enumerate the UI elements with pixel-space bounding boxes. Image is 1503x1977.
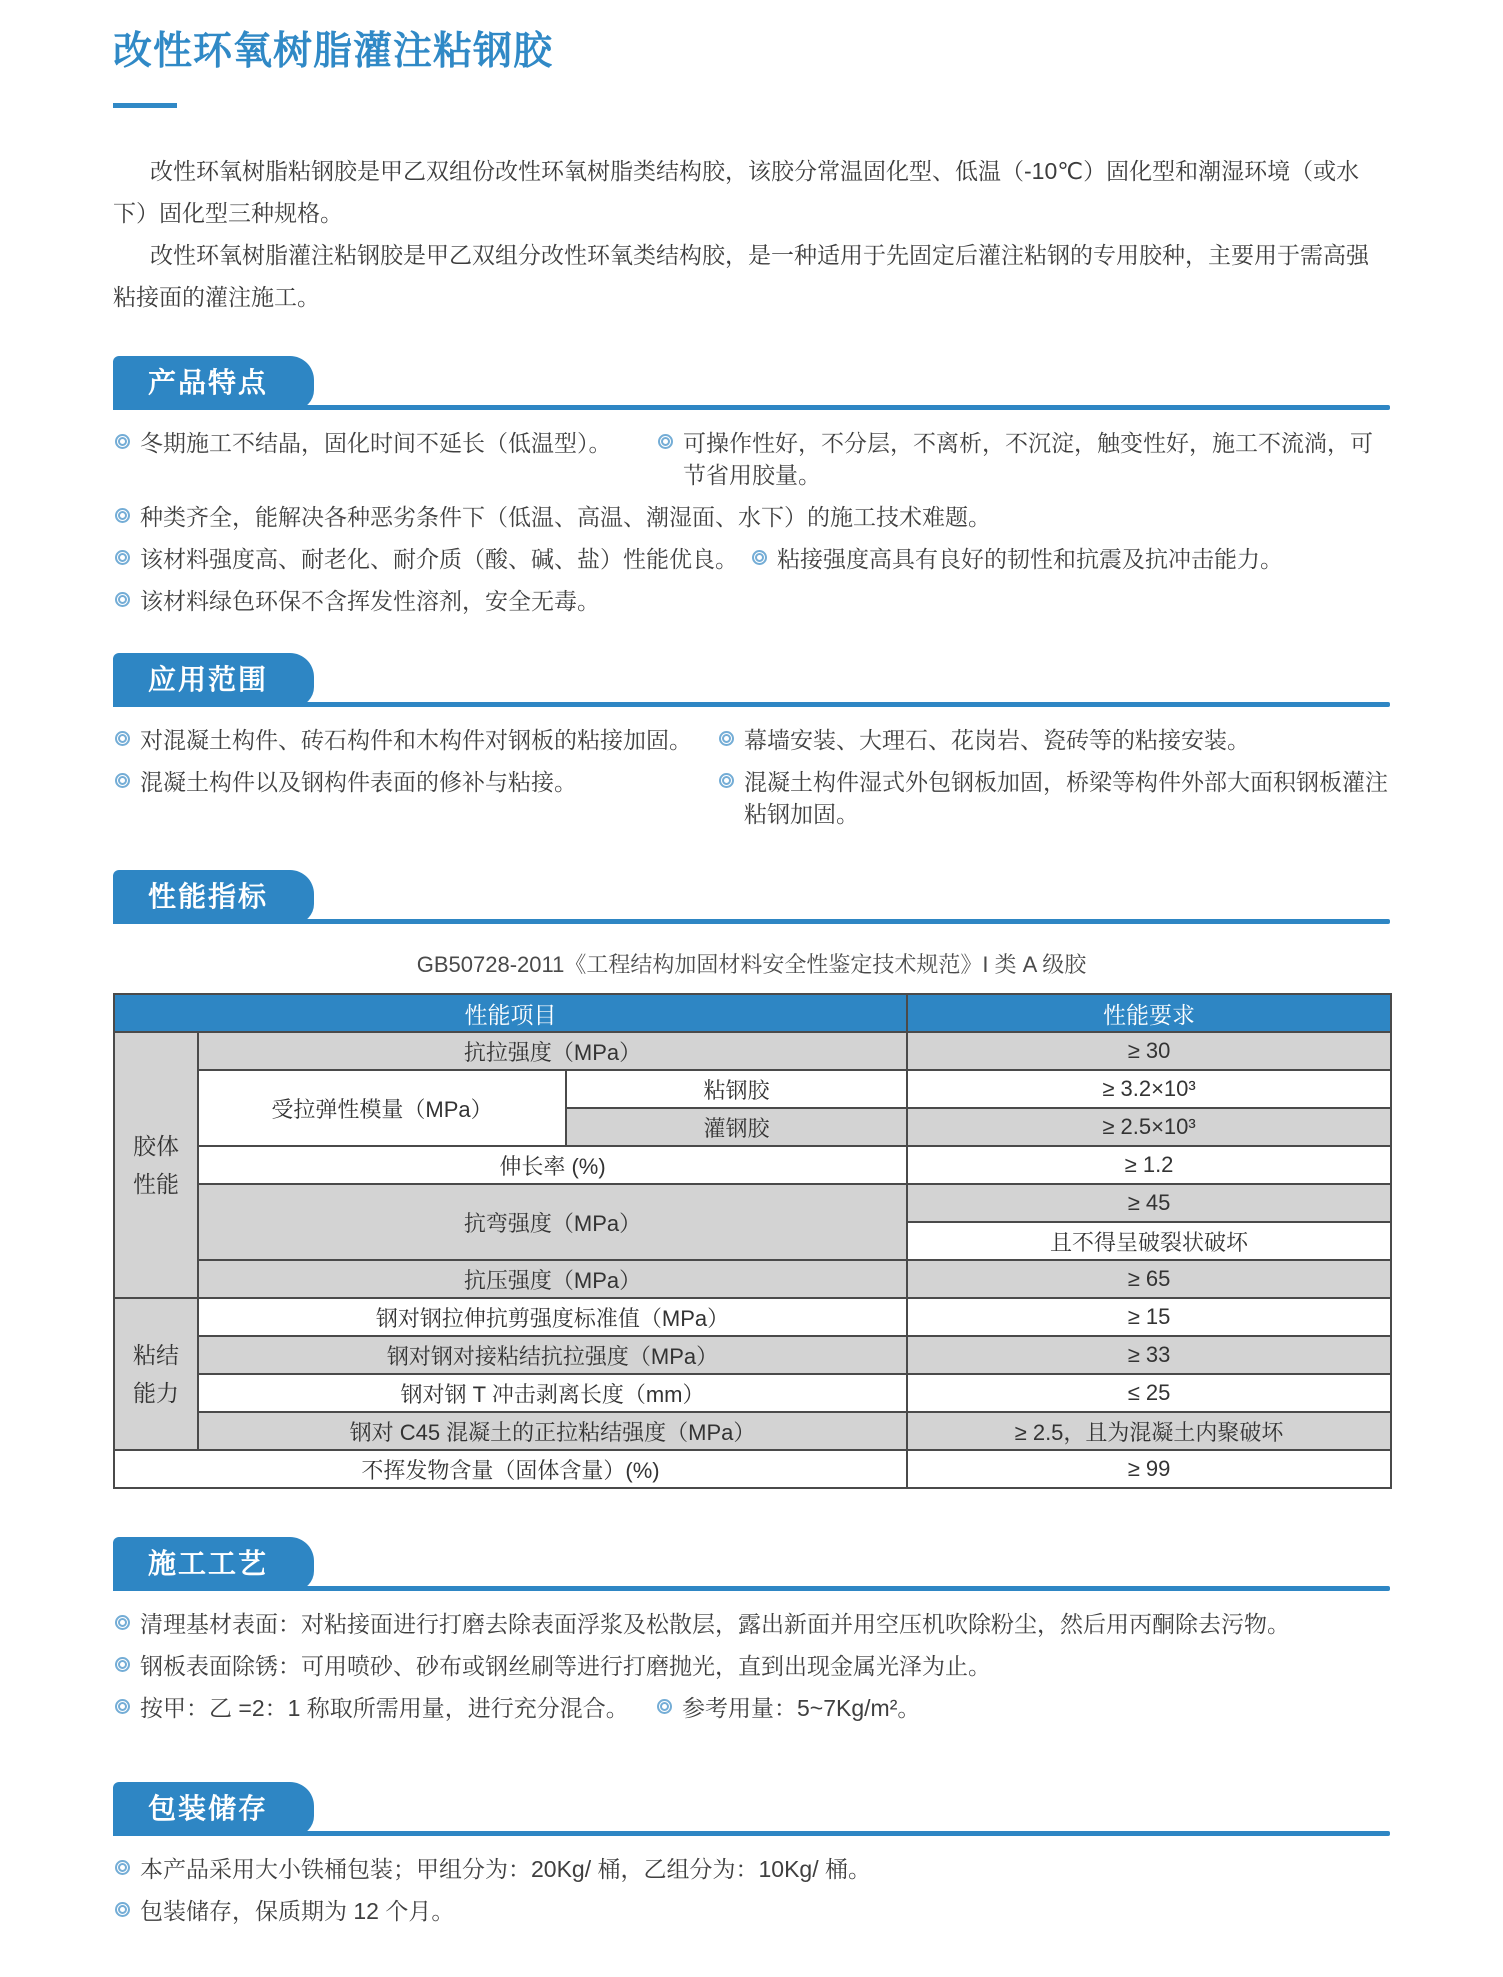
group-label: 胶体性能 <box>133 1133 179 1197</box>
list-row <box>113 766 1390 830</box>
value-cell: ≥ 65 <box>907 1260 1391 1298</box>
packaging-list <box>113 1853 1390 1927</box>
bullseye-bullet-icon <box>115 1657 130 1672</box>
section-header-construction <box>113 1541 1390 1591</box>
table-row <box>114 1070 1391 1108</box>
sub-property-cell: 灌钢胶 <box>566 1108 907 1146</box>
property-cell: 抗弯强度（MPa） <box>198 1184 907 1260</box>
features-list <box>113 427 1390 617</box>
property-cell: 抗拉强度（MPa） <box>198 1032 907 1070</box>
page-title: 改性环氧树脂灌注粘钢胶 <box>113 30 554 73</box>
list-item-text: 清理基材表面：对粘接面进行打磨去除表面浮浆及松散层，露出新面并用空压机吹除粉尘，然后用丙酮除去污物。 <box>140 1611 1290 1637</box>
sub-property-cell: 粘钢胶 <box>566 1070 907 1108</box>
property-cell: 钢对钢拉伸抗剪强度标准值（MPa） <box>198 1298 907 1336</box>
table-caption: GB50728-2011《工程结构加固材料安全性鉴定技术规范》I 类 A 级胶 <box>416 952 1087 977</box>
list-row <box>113 1853 1390 1885</box>
list-item <box>750 543 1283 575</box>
bullseye-bullet-icon <box>115 1699 130 1714</box>
value-cell: ≥ 2.5，且为混凝土内聚破坏 <box>907 1412 1391 1450</box>
table-row <box>114 1260 1391 1298</box>
applications-list <box>113 724 1390 830</box>
list-item <box>655 1692 920 1724</box>
construction-list <box>113 1608 1390 1724</box>
list-item <box>656 427 1390 491</box>
section-header-features <box>113 360 1390 410</box>
list-row <box>113 1895 1390 1927</box>
row-group-bond <box>114 1298 198 1450</box>
property-cell: 钢对 C45 混凝土的正拉粘结强度（MPa） <box>198 1412 907 1450</box>
list-row <box>113 1692 1390 1724</box>
bullseye-bullet-icon <box>658 434 673 449</box>
section-badge: 产品特点 <box>113 356 314 410</box>
bullseye-bullet-icon <box>115 508 130 523</box>
intro-paragraph: 改性环氧树脂粘钢胶是甲乙双组份改性环氧树脂类结构胶，该胶分常温固化型、低温（-10℃）固化型和潮湿环境（或水下）固化型三种规格。 <box>113 158 1360 226</box>
list-item-text: 包装储存，保质期为 12 个月。 <box>140 1898 455 1924</box>
list-item-text: 可操作性好，不分层，不离析，不沉淀，触变性好，施工不流淌，可节省用胶量。 <box>683 430 1373 488</box>
bullseye-bullet-icon <box>115 1860 130 1875</box>
list-item-text: 冬期施工不结晶，固化时间不延长（低温型）。 <box>140 430 612 456</box>
list-row <box>113 724 1390 756</box>
value-cell: ≥ 15 <box>907 1298 1391 1336</box>
column-header-item: 性能项目 <box>114 994 907 1032</box>
list-item <box>113 766 717 830</box>
intro-paragraph: 改性环氧树脂灌注粘钢胶是甲乙双组分改性环氧类结构胶，是一种适用于先固定后灌注粘钢的专用胶种，主要用于需高强粘接面的灌注施工。 <box>113 242 1369 310</box>
list-item-text: 粘接强度高具有良好的韧性和抗震及抗冲击能力。 <box>777 546 1283 572</box>
bullseye-bullet-icon <box>115 550 130 565</box>
list-item <box>113 585 600 617</box>
list-row <box>113 501 1390 533</box>
list-item-text: 该材料绿色环保不含挥发性溶剂，安全无毒。 <box>140 588 600 614</box>
value-cell: ≥ 3.2×10³ <box>907 1070 1391 1108</box>
table-row <box>114 1336 1391 1374</box>
bullseye-bullet-icon <box>719 731 734 746</box>
section-header-performance <box>113 874 1390 924</box>
list-item <box>113 1650 991 1682</box>
list-item <box>717 724 1250 756</box>
section-header-applications <box>113 657 1390 707</box>
title-underline-dash <box>113 103 177 108</box>
table-row <box>114 1412 1391 1450</box>
list-item-text: 种类齐全，能解决各种恶劣条件下（低温、高温、潮湿面、水下）的施工技术难题。 <box>140 504 991 530</box>
list-item-text: 按甲：乙 =2：1 称取所需用量，进行充分混合。 <box>140 1695 629 1721</box>
list-item <box>113 724 717 756</box>
list-item-text: 对混凝土构件、砖石构件和木构件对钢板的粘接加固。 <box>140 727 692 753</box>
table-row <box>114 1032 1391 1070</box>
list-item <box>113 1895 454 1927</box>
property-cell: 不挥发物含量（固体含量）(%) <box>114 1450 907 1488</box>
bullseye-bullet-icon <box>115 1902 130 1917</box>
table-row <box>114 1146 1391 1184</box>
list-item <box>717 766 1390 830</box>
section-header-packaging <box>113 1786 1390 1836</box>
section-badge: 性能指标 <box>113 870 314 924</box>
list-item <box>113 543 750 575</box>
list-item <box>113 1692 655 1724</box>
performance-table <box>113 993 1392 1489</box>
list-item-text: 该材料强度高、耐老化、耐介质（酸、碱、盐）性能优良。 <box>140 546 738 572</box>
property-cell: 抗压强度（MPa） <box>198 1260 907 1298</box>
bullseye-bullet-icon <box>115 434 130 449</box>
value-cell: ≥ 30 <box>907 1032 1391 1070</box>
intro-paragraphs <box>113 150 1390 318</box>
section-badge: 施工工艺 <box>113 1537 314 1591</box>
list-item-text: 混凝土构件湿式外包钢板加固，桥梁等构件外部大面积钢板灌注粘钢加固。 <box>744 769 1388 827</box>
value-cell: ≥ 33 <box>907 1336 1391 1374</box>
value-cell: ≥ 1.2 <box>907 1146 1391 1184</box>
list-item-text: 钢板表面除锈：可用喷砂、砂布或钢丝刷等进行打磨抛光，直到出现金属光泽为止。 <box>140 1653 991 1679</box>
table-row <box>114 1298 1391 1336</box>
table-row <box>114 1184 1391 1222</box>
value-cell: 且不得呈破裂状破坏 <box>907 1222 1391 1260</box>
property-cell: 伸长率 (%) <box>198 1146 907 1184</box>
list-row <box>113 427 1390 491</box>
list-item-text: 幕墙安装、大理石、花岗岩、瓷砖等的粘接安装。 <box>744 727 1250 753</box>
property-cell: 钢对钢对接粘结抗拉强度（MPa） <box>198 1336 907 1374</box>
list-item-text: 本产品采用大小铁桶包装；甲组分为：20Kg/ 桶，乙组分为：10Kg/ 桶。 <box>140 1856 871 1882</box>
bullseye-bullet-icon <box>115 1615 130 1630</box>
list-item-text: 混凝土构件以及钢构件表面的修补与粘接。 <box>140 769 577 795</box>
list-row <box>113 585 1390 617</box>
bullseye-bullet-icon <box>752 550 767 565</box>
list-row <box>113 543 1390 575</box>
table-header-row <box>114 994 1391 1032</box>
section-badge: 包装储存 <box>113 1782 314 1836</box>
value-cell: ≥ 99 <box>907 1450 1391 1488</box>
property-cell: 受拉弹性模量（MPa） <box>198 1070 566 1146</box>
row-group-body <box>114 1032 198 1298</box>
bullseye-bullet-icon <box>115 731 130 746</box>
bullseye-bullet-icon <box>719 773 734 788</box>
bullseye-bullet-icon <box>115 592 130 607</box>
list-item <box>113 427 656 491</box>
table-row <box>114 1450 1391 1488</box>
bullseye-bullet-icon <box>657 1699 672 1714</box>
bullseye-bullet-icon <box>115 773 130 788</box>
value-cell: ≥ 45 <box>907 1184 1391 1222</box>
value-cell: ≥ 2.5×10³ <box>907 1108 1391 1146</box>
column-header-requirement: 性能要求 <box>907 994 1391 1032</box>
list-row <box>113 1608 1390 1640</box>
list-item <box>113 501 991 533</box>
table-row <box>114 1374 1391 1412</box>
property-cell: 钢对钢 T 冲击剥离长度（mm） <box>198 1374 907 1412</box>
list-item <box>113 1853 871 1885</box>
list-row <box>113 1650 1390 1682</box>
value-cell: ≤ 25 <box>907 1374 1391 1412</box>
list-item-text: 参考用量：5~7Kg/m²。 <box>682 1695 921 1721</box>
group-label: 粘结能力 <box>133 1342 179 1406</box>
list-item <box>113 1608 1290 1640</box>
section-badge: 应用范围 <box>113 653 314 707</box>
